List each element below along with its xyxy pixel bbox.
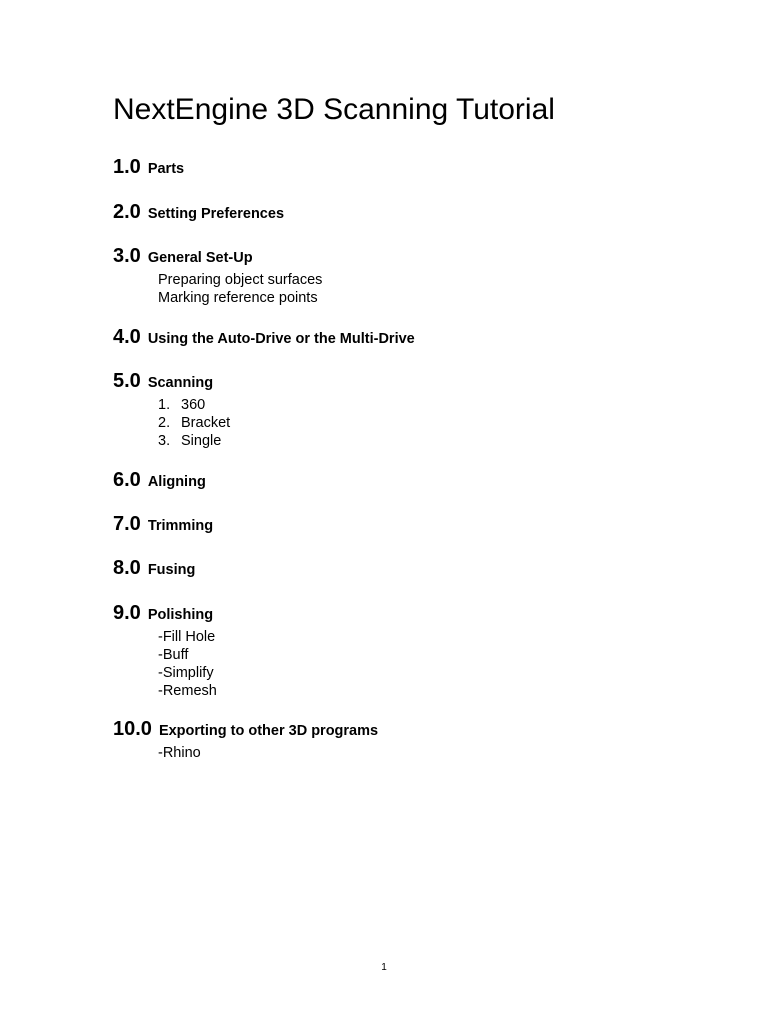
section-heading [113, 718, 378, 744]
section-scanning [113, 370, 230, 450]
numbered-item [158, 432, 230, 450]
subitem-list [113, 628, 217, 700]
subitem: -Remesh [158, 683, 217, 699]
subitem: -Fill Hole [158, 629, 216, 645]
section-heading [113, 326, 415, 352]
numbered-item [158, 414, 230, 432]
numbered-list [113, 396, 230, 450]
section-number: 9.0 [113, 602, 141, 624]
section-exporting [113, 718, 378, 762]
section-fusing [113, 557, 195, 583]
section-heading [113, 557, 195, 583]
section-number: 1.0 [113, 156, 141, 178]
section-number: 2.0 [113, 201, 141, 223]
section-title: Using the Auto-Drive or the Multi-Drive [147, 331, 415, 347]
subitem: Preparing object surfaces [158, 272, 323, 288]
section-heading [113, 469, 206, 495]
section-title: General Set-Up [147, 250, 253, 266]
subitem: -Rhino [158, 745, 201, 761]
page-number: 1 [381, 962, 387, 973]
section-title: Setting Preferences [147, 206, 285, 222]
section-number: 6.0 [113, 469, 141, 491]
section-aligning [113, 469, 206, 495]
section-number: 7.0 [113, 513, 141, 535]
section-parts [113, 156, 184, 182]
subitem: -Buff [158, 647, 189, 663]
section-heading [113, 245, 322, 271]
item-number: 3. [158, 433, 171, 449]
subitem-list [113, 271, 322, 307]
section-polishing [113, 602, 217, 700]
section-number: 3.0 [113, 245, 141, 267]
section-heading [113, 513, 213, 539]
section-number: 8.0 [113, 557, 141, 579]
section-title: Polishing [147, 607, 214, 623]
section-number: 10.0 [113, 718, 152, 740]
section-heading [113, 201, 284, 227]
section-general-setup [113, 245, 322, 307]
subitem: -Simplify [158, 665, 214, 681]
section-number: 5.0 [113, 370, 141, 392]
section-title: Parts [147, 161, 185, 177]
numbered-item [158, 396, 230, 414]
section-title: Trimming [147, 518, 214, 534]
section-setting-preferences [113, 201, 284, 227]
section-heading [113, 156, 184, 182]
item-text: Single [181, 433, 222, 449]
subitem: Marking reference points [158, 290, 318, 306]
section-auto-drive [113, 326, 415, 352]
section-heading [113, 370, 230, 396]
section-number: 4.0 [113, 326, 141, 348]
section-heading [113, 602, 217, 628]
item-text: Bracket [181, 415, 231, 431]
section-trimming [113, 513, 213, 539]
page-title: NextEngine 3D Scanning Tutorial [113, 93, 555, 126]
item-number: 1. [158, 397, 171, 413]
item-text: 360 [181, 397, 206, 413]
subitem-list [113, 744, 378, 762]
section-title: Aligning [147, 474, 206, 490]
section-title: Fusing [147, 562, 196, 578]
section-title: Scanning [147, 375, 214, 391]
section-title: Exporting to other 3D programs [158, 723, 379, 739]
item-number: 2. [158, 415, 171, 431]
